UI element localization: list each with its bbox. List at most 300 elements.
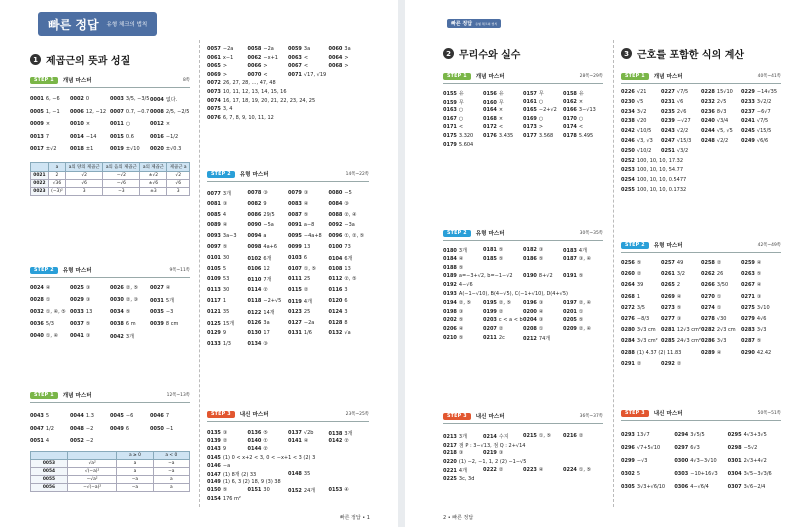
table-cell: ±√6: [140, 180, 167, 188]
answer-item: 0060 3a: [328, 46, 351, 52]
step-badge: STEP 1: [30, 77, 58, 84]
answer-item: 0296 √7+5√10: [621, 445, 661, 451]
answer-item: 0179 5.604: [443, 141, 474, 148]
answer-item: 0069 >: [207, 71, 228, 78]
table-cell: a: [153, 476, 189, 484]
answer-item: 0207 ②: [483, 326, 504, 333]
page-left: [0, 0, 398, 527]
answer-item: 0276 −8/3: [621, 316, 650, 322]
answer-item: 0284 3√3 cm²: [621, 338, 658, 345]
answer-item: 0160 무: [483, 99, 504, 106]
answer-item: 0061 x−1: [207, 54, 234, 61]
answer-item: 0225 3c, 3d: [443, 476, 475, 482]
section-title-text: 제곱근의 뜻과 성질: [46, 56, 131, 67]
answer-item: 0200 ④: [523, 308, 544, 315]
answer-item: 0291 ②: [621, 360, 642, 367]
answer-item: 0240 √3/4: [701, 118, 729, 125]
answer-item: 0110 7개: [247, 277, 272, 284]
answer-item: 0222 ②: [483, 467, 504, 474]
answer-item: 0145 (1) 0 < x+2 < 3, 0 < −x+1 < 3 (2) 3: [207, 454, 316, 461]
section-number: 1: [30, 54, 41, 65]
answer-item: 0188 ⑤: [443, 264, 464, 271]
answer-item: 0078 ③: [247, 190, 268, 196]
step-pages: 8쪽: [182, 78, 190, 83]
answer-item: 0151 30: [247, 487, 270, 494]
answer-item: 0262 26: [701, 271, 724, 278]
answer-item: 0143 9: [207, 446, 227, 453]
answer-item: 0174 <: [563, 124, 584, 131]
table-header-cell: a의 양의 제곱근: [66, 163, 103, 172]
answer-item: 0031 5개: [150, 298, 174, 304]
answer-item: 0008 2/5, −2/5: [150, 108, 190, 115]
answer-item: 0157 무: [523, 91, 544, 97]
answer-item: 0007 0.7, −0.7: [110, 108, 150, 115]
step-label: 유형 마스터: [475, 231, 505, 237]
answer-item: 0216 ②: [563, 433, 584, 439]
table-cell: √36: [48, 180, 65, 188]
table-header-cell: a의 제곱근: [140, 163, 167, 172]
answer-item: 0074 16, 17, 18, 19, 20, 21, 22, 23, 24, 25: [207, 97, 316, 104]
answer-item: 0085 4: [207, 211, 227, 218]
answer-item: 0011 ○: [110, 121, 131, 127]
answer-item: 0307 3√6−2/4: [727, 484, 766, 490]
answer-item: 0298 −5√2: [727, 445, 758, 451]
answer-item: 0141 ④: [288, 438, 309, 445]
answer-item: 0046 7: [150, 413, 170, 419]
step-label: 개념 마스터: [653, 74, 683, 80]
answer-item: 0149 (1) 6, 3 (2) 18, 9 (3) 38: [207, 479, 281, 486]
answer-item: 0233 3√2/2: [741, 98, 772, 105]
answer-item: 0176 3.435: [483, 133, 514, 139]
step-pages: 50쪽~51쪽: [757, 411, 781, 416]
step-badge: STEP 1: [30, 392, 58, 399]
answer-item: 0039 8 cm: [150, 321, 179, 327]
answer-item: 0182 ③: [523, 247, 544, 253]
answer-item: 0238 √20: [621, 118, 647, 125]
answer-item: 0030 ②, ③: [110, 297, 139, 303]
answer-item: 0258 ②: [701, 260, 722, 266]
answer-item: 0152 24개: [288, 488, 316, 495]
header-banner: [38, 12, 157, 36]
answer-item: 0177 3.568: [523, 133, 554, 139]
answer-item: 0297 6√3: [674, 445, 700, 451]
header-subtitle: 유형 체크의 법칙: [106, 22, 148, 28]
answer-item: 0287 ⑤: [741, 338, 762, 345]
answer-item: 0214 수지: [483, 434, 509, 440]
answer-item: 0102 6개: [247, 255, 272, 262]
answer-item: 0219 ③: [483, 450, 504, 457]
step-pages: 36쪽~37쪽: [579, 414, 603, 419]
step-pages: 42쪽~49쪽: [757, 243, 781, 248]
answer-item: 0245 √15/5: [741, 128, 772, 135]
table-row: [31, 460, 190, 468]
answer-item: 0239 −√27: [661, 118, 691, 125]
answer-item: 0208 ①: [523, 326, 544, 333]
column-divider: [199, 40, 200, 507]
step-pages: 28쪽~29쪽: [579, 74, 603, 79]
step-pages: 30쪽~35쪽: [579, 231, 603, 236]
answer-item: 0038 6 m: [110, 321, 136, 327]
answer-item: 0111 25: [288, 276, 311, 283]
step-badge: STEP 3: [443, 413, 471, 420]
answer-item: 0203 c < a < b: [483, 317, 523, 324]
answer-item: 0167 ○: [443, 115, 464, 122]
answer-item: 0159 무: [443, 99, 464, 106]
answer-item: 0140 ①: [247, 438, 268, 445]
section-number: 3: [621, 48, 632, 59]
answer-item: 0115 ②: [288, 287, 309, 294]
answer-item: 0093 3a−3: [207, 233, 237, 240]
table-cell: −a: [153, 468, 189, 476]
table-cell: ±√2: [140, 172, 167, 180]
step1-heading-s3: [621, 72, 781, 80]
answer-item: 0005 1, −1: [30, 108, 60, 115]
answer-item: 0168 ×: [483, 115, 504, 122]
page-footer: 빠른 정답 • 1: [339, 515, 370, 521]
answer-item: 0305 3√3+√6/10: [621, 484, 666, 490]
answer-item: 0259 ④: [741, 260, 762, 266]
table-cell: 0023: [31, 188, 49, 196]
table-cell: 3: [66, 188, 103, 196]
answer-item: 0192 4−√6: [443, 282, 473, 289]
answer-item: 0196 ③: [523, 299, 544, 306]
step-pages: 12쪽~13쪽: [166, 393, 190, 398]
answer-item: 0294 3√5/5: [674, 432, 705, 438]
step-badge: STEP 1: [443, 73, 471, 80]
answer-item: 0223 ④: [523, 467, 544, 474]
answer-item: 0026 ②, ⑤: [110, 285, 139, 291]
step-badge: STEP 2: [621, 242, 649, 249]
table-cell: −√a²: [67, 476, 116, 484]
table-cell: ±3: [140, 188, 167, 196]
page-right: [405, 0, 803, 527]
answer-item: 0082 9: [247, 200, 267, 207]
answer-item: 0272 3/5: [621, 304, 645, 311]
answer-item: 0193 A(−1−√10), B(4−√5), C(−1+√10), D(4+√5): [443, 291, 568, 297]
table-header-cell: a ≥ 0: [117, 452, 153, 460]
answer-item: 0221 4개: [443, 468, 467, 475]
answer-item: 0108 13: [328, 265, 351, 272]
answer-item: 0255 100, 10, 10, 0.1732: [621, 187, 687, 193]
answer-item: 0084 ③: [328, 200, 349, 207]
answer-item: 0206 ④: [443, 326, 464, 333]
answer-item: 0042 3개: [110, 334, 134, 340]
step-label: 유형 마스터: [62, 268, 92, 274]
answer-item: 0195 ②, ⑤: [483, 299, 512, 306]
answer-item: 0123 25: [288, 308, 311, 315]
answer-item: 0281 12√3 cm²: [661, 327, 701, 334]
table-cell: 0056: [31, 484, 68, 492]
answer-item: 0120 6: [328, 298, 348, 304]
step-badge: STEP 1: [621, 73, 649, 80]
step-badge: STEP 2: [443, 230, 471, 237]
answer-item: 0086 29/5: [247, 211, 275, 218]
step-label: 내신 마스터: [239, 412, 269, 418]
answer-item: 0112 ②, ⑤: [328, 276, 357, 283]
answer-item: 0070 <: [247, 71, 268, 78]
table-cell: −a: [117, 476, 153, 484]
answer-item: 0025 ③: [70, 285, 91, 291]
answer-item: 0139 ②: [207, 438, 228, 445]
header-subtitle: 유형 체크의 법칙: [475, 21, 498, 26]
answer-item: 0183 4개: [563, 248, 587, 254]
answer-item: 0150 ⑤: [207, 487, 228, 494]
answer-item: 0171 <: [443, 124, 464, 131]
answer-item: 0134 ③: [247, 341, 268, 348]
answer-item: 0306 4−√6/4: [674, 484, 709, 490]
answer-item: 0293 13√7: [621, 432, 650, 438]
answer-item: 0277 ③: [661, 316, 682, 322]
answer-item: 0180 3개: [443, 248, 467, 254]
answer-item: 0125 15개: [207, 320, 235, 327]
answer-item: 0020 ±√0.3: [150, 146, 182, 152]
answer-item: 0095 −4a+8: [288, 233, 322, 240]
answer-item: 0129 9: [207, 330, 227, 337]
answer-item: 0215 ①, ⑤: [523, 433, 552, 439]
answer-item: 0077 3개: [207, 191, 231, 197]
answer-item: 0299 −√3: [621, 458, 648, 464]
answer-item: 0010 ×: [70, 121, 91, 127]
answer-item: 0142 ②: [328, 438, 349, 445]
divider: [30, 277, 190, 278]
table-row: [31, 172, 190, 180]
answer-item: 0164 ×: [483, 107, 504, 114]
table-header-cell: a: [48, 163, 65, 172]
answer-item: 0114 ②: [247, 287, 268, 294]
table-cell: √6: [167, 180, 190, 188]
answer-item: 0019 ±√10: [110, 146, 140, 152]
answer-item: 0244 √5, √5: [701, 128, 733, 135]
answer-item: 0036 5/3: [30, 321, 54, 327]
table-cell: a: [117, 468, 153, 476]
answer-item: 0116 3: [328, 287, 348, 294]
answer-item: 0292 ②: [661, 360, 682, 367]
answer-item: 0278 √30: [701, 316, 727, 322]
answer-item: 0247 √15/3: [661, 138, 692, 144]
answer-item: 0117 1: [207, 298, 227, 304]
step-label: 유형 마스터: [239, 172, 269, 178]
table-cell: −√2: [103, 172, 140, 180]
header-title: 빠른 정답: [48, 17, 99, 32]
table-header-cell: a < 0: [153, 452, 189, 460]
table-cell: √6: [66, 180, 103, 188]
table-header-cell: [31, 452, 68, 460]
answer-item: 0121 35: [207, 308, 230, 315]
table-cell: 0055: [31, 476, 68, 484]
section-title-text: 무리수와 실수: [459, 50, 521, 61]
answer-item: 0126 3a: [247, 319, 270, 326]
page-footer: 2 • 빠른 정답: [443, 515, 474, 521]
answer-item: 0071 √17, √19: [288, 71, 327, 78]
step-pages: 40쪽~41쪽: [757, 74, 781, 79]
table-cell: −a: [117, 484, 153, 492]
answer-item: 0162 ×: [563, 98, 584, 105]
step2-heading: [30, 266, 190, 274]
table-cell: √a²: [67, 460, 116, 468]
answer-item: 0252 100, 10, 10, 17.32: [621, 157, 684, 164]
answer-item: 0018 ±1: [70, 146, 94, 152]
answer-item: 0227 √7/5: [661, 89, 689, 95]
answer-item: 0211 2c: [483, 335, 505, 341]
answer-item: 0062 −x+1: [247, 54, 278, 61]
answer-item: 0107 ①, ⑤: [288, 265, 317, 272]
answer-item: 0301 2√3+4√2: [727, 458, 767, 464]
answer-item: 0269 ④: [661, 293, 682, 300]
answer-item: 0057 −2a: [207, 46, 234, 52]
answer-item: 0270 ①: [701, 293, 722, 300]
answer-item: 0066 >: [247, 63, 268, 70]
answer-item: 0089 ④: [207, 222, 228, 229]
answer-item: 0006 12, −12: [70, 108, 107, 115]
answer-item: 0130 17: [247, 330, 270, 337]
step2-heading-s3: [621, 241, 781, 249]
divider: [30, 402, 190, 403]
answer-item: 0303 −10+16√3: [674, 471, 718, 477]
answer-item: 0295 4√3+3√5: [727, 432, 767, 438]
answer-item: 0166 3−√13: [563, 107, 596, 114]
answer-item: 0090 −5a: [247, 222, 274, 229]
table-row: [31, 468, 190, 476]
answer-item: 0033 13: [70, 309, 93, 315]
answer-item: 0002 0: [70, 96, 90, 102]
section-title-text: 근호를 포함한 식의 계산: [637, 50, 745, 61]
answer-item: 0064 >: [328, 54, 349, 61]
answer-item: 0004 없다.: [150, 97, 178, 103]
answer-item: 0148 35: [288, 471, 311, 477]
answer-item: 0027 ④: [150, 285, 171, 291]
step-badge: STEP 2: [30, 267, 58, 274]
answer-item: 0273 ⑤: [661, 304, 682, 311]
step-pages: 14쪽~22쪽: [345, 172, 369, 177]
answer-item: 0028 ①: [30, 297, 51, 303]
header-title: 빠른 정답: [451, 21, 473, 27]
answer-item: 0263 ⑤: [741, 271, 762, 278]
answer-item: 0087 ⑤: [288, 211, 309, 218]
step3-heading-s3: [621, 409, 781, 417]
answer-item: 0279 4√6: [741, 316, 767, 322]
answer-item: 0014 −14: [70, 133, 97, 140]
answer-item: 0175 3.320: [443, 133, 474, 139]
answer-item: 0076 6, 7, 8, 9, 10, 11, 12: [207, 114, 274, 121]
answer-item: 0187 ③, ④: [563, 255, 592, 262]
answer-item: 0181 ⑤: [483, 247, 504, 253]
answer-item: 0163 ○: [443, 107, 464, 114]
answer-item: 0037 ⑤: [70, 321, 91, 327]
table-row: [31, 476, 190, 484]
table-cell: a: [153, 484, 189, 492]
answer-item: 0101 30: [207, 254, 230, 261]
table-cell: −√(−a)²: [67, 484, 116, 492]
answer-item: 0289 ④: [701, 349, 722, 356]
answer-item: 0040 ①, ④: [30, 333, 59, 339]
section-title-2: [443, 46, 520, 61]
answer-item: 0013 7: [30, 133, 50, 140]
answer-item: 0194 ②, ⑤: [443, 299, 472, 306]
answer-item: 0138 3개: [328, 431, 353, 437]
answer-item: 0275 3√10: [741, 304, 770, 311]
table-cell: a: [117, 460, 153, 468]
table-cell: √2: [167, 172, 190, 180]
answer-item: 0178 5.495: [563, 133, 594, 139]
answer-item: 0097 ⑤: [207, 244, 228, 250]
answer-item: 0009 ×: [30, 121, 51, 127]
table-row: [31, 188, 190, 196]
answer-item: 0024 ④: [30, 285, 51, 291]
answer-item: 0184 ④: [443, 255, 464, 262]
answer-item: 0198 ③: [443, 308, 464, 315]
answer-item: 0144 ②: [247, 446, 268, 453]
step1-heading: [443, 72, 603, 80]
answer-item: 0264 39: [621, 282, 644, 289]
answer-item: 0185 ⑤: [483, 255, 504, 262]
answer-item: 0189 a=−3+√2, b=−1−√2: [443, 273, 513, 280]
divider: [621, 83, 781, 84]
answer-item: 0241 √7/5: [741, 118, 769, 125]
answer-item: 0016 −1/2: [150, 133, 179, 140]
answer-item: 0131 1/6: [288, 330, 312, 337]
answer-item: 0250 √10/2: [621, 147, 652, 154]
step1b-heading: [30, 391, 190, 399]
table-header-cell: [67, 452, 116, 460]
answer-item: 0197 ②, ④: [563, 299, 592, 306]
answer-item: 0059 3a: [288, 46, 311, 52]
answer-item: 0290 42.42: [741, 349, 772, 356]
answer-item: 0285 24√3 cm²: [661, 338, 701, 345]
answer-item: 0092 −3a: [328, 222, 355, 229]
header-banner: [447, 19, 501, 28]
table-cell: −3: [103, 188, 140, 196]
answer-item: 0249 √6/6: [741, 138, 769, 144]
answer-item: 0001 6, −6: [30, 96, 60, 102]
answer-item: 0017 ±√2: [30, 146, 57, 152]
answer-item: 0246 √3, √3: [621, 138, 653, 144]
answer-item: 0260 ②: [621, 271, 642, 278]
answer-item: 0209 ②, ④: [563, 326, 592, 333]
table-header-row: [31, 163, 190, 172]
answer-item: 0212 74개: [523, 336, 551, 342]
answer-item: 0029 ③: [70, 297, 91, 303]
answer-item: 0204 ③: [523, 317, 544, 324]
answer-item: 0257 49: [661, 260, 684, 266]
answer-item: 0186 ⑤: [523, 255, 544, 262]
answer-item: 0063 <: [288, 54, 309, 61]
step-label: 개념 마스터: [62, 393, 92, 399]
answer-item: 0173 >: [523, 124, 544, 131]
table-cell: (−3)²: [48, 188, 65, 196]
answer-item: 0229 −14√35: [741, 89, 778, 95]
answer-item: 0248 √2/2: [701, 138, 729, 144]
answer-item: 0254 100, 10, 10, 0.5477: [621, 177, 687, 184]
answer-item: 0170 ○: [563, 115, 584, 122]
step-pages: 9쪽~11쪽: [169, 268, 190, 273]
answer-item: 0100 73: [328, 244, 351, 250]
answer-item: 0236 8√3: [701, 108, 727, 115]
step-badge: STEP 2: [207, 171, 235, 178]
answer-item: 0261 3/2: [661, 271, 685, 278]
answer-item: 0266 3/50: [701, 282, 729, 289]
answer-item: 0113 30: [207, 287, 230, 294]
answer-item: 0228 15√10: [701, 89, 733, 95]
answer-item: 0205 ⑤: [563, 317, 584, 324]
answer-item: 0158 유: [563, 91, 584, 97]
answer-item: 0213 3개: [443, 434, 467, 440]
answer-item: 0106 12: [247, 265, 270, 272]
answer-item: 0201 ①: [563, 308, 584, 315]
answer-item: 0190 8+√2: [523, 273, 553, 280]
answer-item: 0091 a−8: [288, 222, 315, 229]
answer-item: 0153 ④: [328, 487, 349, 494]
answer-item: 0088 ②, ④: [328, 211, 357, 218]
